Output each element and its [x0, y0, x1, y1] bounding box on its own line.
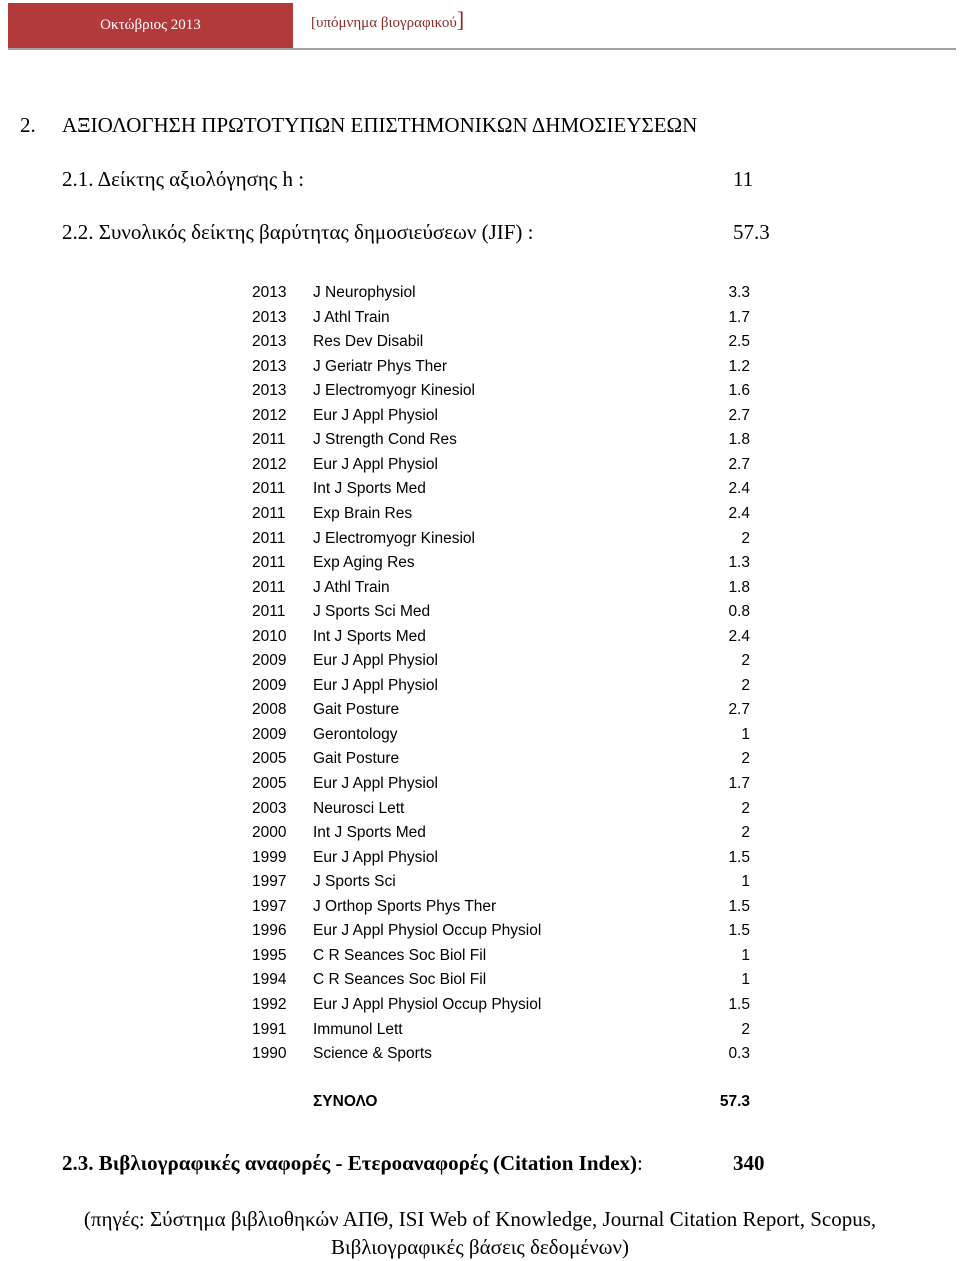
- publication-journal: J Neurophysiol: [313, 284, 416, 301]
- publication-year: 2011: [252, 603, 286, 621]
- publication-impact-factor: 2.4: [728, 627, 750, 645]
- publication-journal: Science & Sports: [313, 1045, 432, 1063]
- publication-year: 2011: [252, 554, 286, 572]
- publication-journal: Res Dev Disabil: [313, 333, 424, 351]
- publication-year: 1991: [252, 1020, 287, 1038]
- publication-impact-factor: 1.8: [728, 431, 750, 449]
- publication-impact-factor: 2: [741, 652, 750, 670]
- publication-impact-factor: 2.7: [728, 701, 750, 719]
- table-row: [0, 379, 960, 403]
- table-row: [0, 797, 960, 821]
- publication-year: 1997: [252, 873, 287, 891]
- publication-journal: J Electromyogr Kinesiol: [313, 382, 475, 400]
- publication-impact-factor: 1: [741, 873, 750, 891]
- publication-journal: Gait Posture: [313, 701, 400, 719]
- publication-impact-factor: 1.5: [728, 897, 750, 915]
- publication-year: 2011: [252, 431, 286, 449]
- header-date: Οκτώβριος 2013: [8, 3, 293, 48]
- publication-year: 1992: [252, 995, 287, 1013]
- publication-journal: Eur J Appl Physiol: [313, 775, 438, 792]
- table-row: [0, 625, 960, 649]
- publication-journal: J Sports Sci: [313, 873, 396, 891]
- publication-year: 2013: [252, 333, 287, 351]
- publication-journal: Neurosci Lett: [313, 799, 405, 817]
- h-index-value: 11: [733, 167, 754, 191]
- table-row: [0, 330, 960, 354]
- table-row: [0, 944, 960, 968]
- table-row: [0, 600, 960, 624]
- header-divider: [8, 48, 956, 50]
- publication-journal: Eur J Appl Physiol Occup Physiol: [313, 995, 542, 1013]
- table-row: [0, 453, 960, 477]
- publication-impact-factor: 1: [741, 971, 750, 989]
- publication-impact-factor: 2.7: [728, 455, 750, 473]
- publication-journal: Gait Posture: [313, 750, 400, 768]
- page-header: [8, 3, 956, 48]
- sources-note: [0, 1205, 960, 1261]
- table-row: [0, 404, 960, 428]
- publication-year: 2005: [252, 750, 287, 768]
- publication-impact-factor: 1: [741, 946, 750, 964]
- publication-year: 2009: [252, 652, 287, 670]
- jif-value: 57.3: [733, 220, 770, 244]
- table-row: [0, 306, 960, 330]
- publication-impact-factor: 1.7: [728, 775, 750, 792]
- publication-year: 1995: [252, 946, 287, 964]
- publication-year: 2011: [252, 529, 286, 547]
- publication-impact-factor: 3.3: [728, 284, 750, 301]
- publication-impact-factor: 1.6: [728, 382, 750, 400]
- table-row: [0, 968, 960, 992]
- table-row: [0, 1042, 960, 1066]
- publication-journal: Int J Sports Med: [313, 480, 426, 498]
- publication-impact-factor: 2: [741, 529, 750, 547]
- table-row: [0, 576, 960, 600]
- publication-year: 2012: [252, 455, 287, 473]
- publication-year: 2013: [252, 357, 287, 375]
- table-row: [0, 527, 960, 551]
- publication-impact-factor: 2: [741, 1020, 750, 1038]
- publication-journal: C R Seances Soc Biol Fil: [313, 971, 487, 989]
- publication-journal: J Electromyogr Kinesiol: [313, 529, 475, 547]
- publication-year: 2010: [252, 627, 287, 645]
- section-title: ΑΞΙΟΛΟΓΗΣΗ ΠΡΩΤΟΤΥΠΩΝ ΕΠΙΣΤΗΜΟΝΙΚΩΝ ΔΗΜΟΣΙΕΥΣΕΩΝ: [62, 113, 698, 137]
- citation-index-label: 2.3. Βιβλιογραφικές αναφορές - Ετεροαναφορές (Citation Index):: [62, 1151, 643, 1175]
- publication-year: 2013: [252, 284, 287, 301]
- publication-journal: Eur J Appl Physiol: [313, 848, 438, 866]
- publication-journal: Eur J Appl Physiol: [313, 406, 438, 424]
- header-bracket: ]: [456, 7, 465, 32]
- publication-impact-factor: 1.3: [728, 554, 750, 572]
- publication-year: 2013: [252, 382, 287, 400]
- publication-impact-factor: 2.4: [728, 480, 750, 498]
- publication-year: 2008: [252, 701, 287, 719]
- publication-impact-factor: 2.4: [728, 504, 750, 522]
- table-row: [0, 649, 960, 673]
- publication-year: 1990: [252, 1045, 287, 1063]
- table-row: [0, 919, 960, 943]
- table-row: [0, 723, 960, 747]
- publication-journal: J Athl Train: [313, 308, 390, 326]
- publication-journal: Gerontology: [313, 725, 398, 743]
- table-row: [0, 355, 960, 379]
- publication-journal: Eur J Appl Physiol: [313, 652, 438, 670]
- publication-year: 1999: [252, 848, 287, 866]
- publication-year: 1997: [252, 897, 287, 915]
- publication-journal: Eur J Appl Physiol Occup Physiol: [313, 922, 542, 940]
- publication-impact-factor: 1: [741, 725, 750, 743]
- table-row: [0, 821, 960, 845]
- publication-year: 2013: [252, 308, 287, 326]
- publication-impact-factor: 2: [741, 676, 750, 694]
- total-row: [0, 1090, 960, 1114]
- jif-label: 2.2. Συνολικός δείκτης βαρύτητας δημοσιεύσεων (JIF) :: [62, 220, 534, 244]
- publication-impact-factor: 0.8: [728, 603, 750, 621]
- publication-year: 2003: [252, 799, 287, 817]
- table-row: [0, 502, 960, 526]
- publication-year: 2009: [252, 725, 287, 743]
- table-row: [0, 674, 960, 698]
- total-value: 57.3: [719, 1093, 750, 1110]
- publication-impact-factor: 1.5: [728, 922, 750, 940]
- publication-journal: Eur J Appl Physiol: [313, 676, 438, 694]
- publication-impact-factor: 1.8: [728, 578, 750, 596]
- publication-journal: Int J Sports Med: [313, 824, 426, 842]
- publication-impact-factor: 2.7: [728, 406, 750, 424]
- sources-line-1: (πηγές: Σύστημα βιβλιοθηκών ΑΠΘ, ISI Web of Knowledge, Journal Citation Report, Scopus,: [83, 1207, 877, 1231]
- table-row: [0, 1018, 960, 1042]
- publication-impact-factor: 2: [741, 799, 750, 817]
- h-index-label: 2.1. Δείκτης αξιολόγησης h :: [62, 167, 305, 191]
- publication-year: 2011: [252, 480, 286, 498]
- publication-year: 1996: [252, 922, 287, 940]
- publication-year: 2011: [252, 578, 286, 596]
- publication-journal: Eur J Appl Physiol: [313, 455, 438, 473]
- table-row: [0, 551, 960, 575]
- publication-impact-factor: 2: [741, 824, 750, 842]
- publication-journal: Int J Sports Med: [313, 627, 426, 645]
- publication-journal: J Geriatr Phys Ther: [313, 357, 448, 375]
- publication-year: 2000: [252, 824, 287, 842]
- publication-journal: J Orthop Sports Phys Ther: [313, 897, 497, 915]
- publication-journal: J Athl Train: [313, 578, 390, 596]
- publication-journal: Exp Aging Res: [313, 554, 415, 572]
- publication-journal: Exp Brain Res: [313, 504, 413, 522]
- publication-year: 2009: [252, 676, 287, 694]
- publication-year: 2011: [252, 504, 286, 522]
- table-row: [0, 428, 960, 452]
- section-number: 2.: [20, 113, 36, 137]
- publication-journal: J Strength Cond Res: [313, 431, 457, 449]
- publication-impact-factor: 1.5: [728, 995, 750, 1013]
- publication-journal: J Sports Sci Med: [313, 603, 431, 621]
- publication-year: 2005: [252, 775, 287, 792]
- publication-impact-factor: 2: [741, 750, 750, 768]
- publication-journal: C R Seances Soc Biol Fil: [313, 946, 487, 964]
- sources-line-2: Βιβλιογραφικές βάσεις δεδομένων): [331, 1235, 629, 1259]
- citation-index-value: 340: [733, 1151, 765, 1175]
- table-row: [0, 846, 960, 870]
- table-row: [0, 870, 960, 894]
- publication-year: 1994: [252, 971, 287, 989]
- publication-impact-factor: 1.7: [728, 308, 750, 326]
- publication-journal: Immunol Lett: [313, 1020, 403, 1038]
- publication-impact-factor: 1.5: [728, 848, 750, 866]
- table-row: [0, 895, 960, 919]
- total-label: ΣΥΝΟΛΟ: [313, 1093, 378, 1110]
- publication-impact-factor: 2.5: [728, 333, 750, 351]
- table-row: [0, 477, 960, 501]
- table-row: [0, 772, 960, 796]
- header-subtitle: [υπόμνημα βιογραφικού]: [311, 7, 465, 32]
- publication-impact-factor: 1.2: [728, 357, 750, 375]
- publication-impact-factor: 0.3: [728, 1045, 750, 1063]
- table-row: [0, 281, 960, 305]
- table-row: [0, 993, 960, 1017]
- table-row: [0, 698, 960, 722]
- table-row: [0, 747, 960, 771]
- publication-year: 2012: [252, 406, 287, 424]
